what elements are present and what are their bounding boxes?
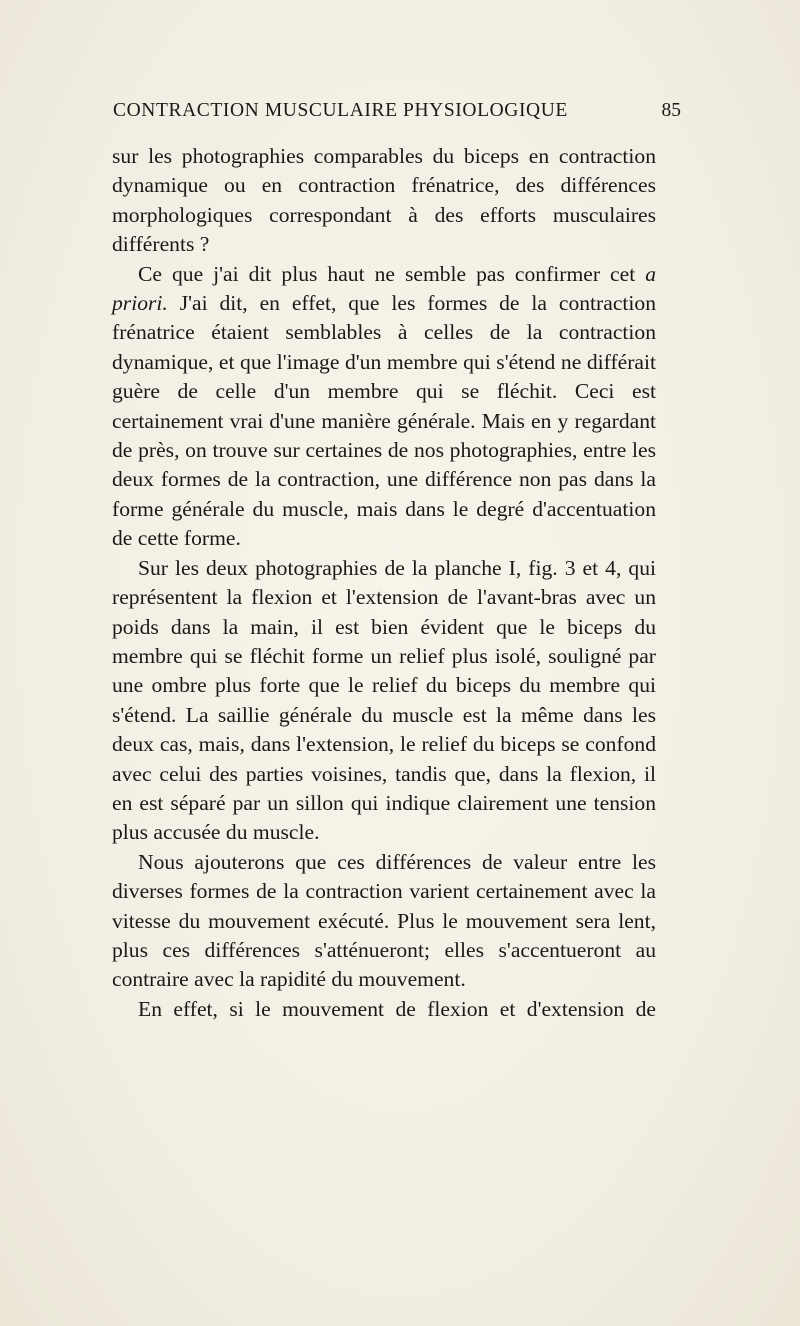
- body-text: [112, 142, 656, 1024]
- paragraph-2-start: Ce que j'ai dit plus haut ne semble pas confirmer cet: [138, 261, 646, 286]
- page-number: 85: [661, 100, 681, 121]
- paragraph-3: Sur les deux photographies de la planche I, fig. 3 et 4, qui représentent la flexion et l'extension de l'avant-bras avec un poids dans la main, il est bien évident que le biceps du membre qui se fléchit forme un relief plus isolé, souligné par une ombre plus forte que le relief du biceps du membre qui s'étend. La saillie générale du muscle est la même dans les deux cas, mais, dans l'extension, le relief du biceps se confond avec celui des parties voisines, tandis que, dans la flexion, il en est séparé par un sillon qui indique clairement une tension plus accusée du muscle.: [112, 555, 656, 845]
- paragraph-2-rest: J'ai dit, en effet, que les formes de la contraction frénatrice étaient semblables à celles de la contraction dynamique, et que l'image d'un membre qui s'étend ne différait guère de celle d'un membre qui se fléchit. Ceci est certainement vrai d'une manière générale. Mais en y regardant de près, on trouve sur certaines de nos photographies, entre les deux formes de la contraction, une différence non pas dans la forme générale du muscle, mais dans le degré d'accentuation de cette forme.: [112, 291, 656, 551]
- paragraph-1: sur les photographies comparables du biceps en contraction dynamique ou en contraction frénatrice, des différences morphologiques correspondant à des efforts musculaires différents ?: [112, 144, 656, 257]
- running-title: CONTRACTION MUSCULAIRE PHYSIOLOGIQUE: [113, 100, 568, 121]
- running-head: [113, 100, 681, 122]
- paragraph-2: [112, 260, 656, 554]
- paragraph-4: Nous ajouterons que ces différences de valeur entre les diverses formes de la contraction varient certainement avec la vitesse du mouvement exécuté. Plus le mouvement sera lent, plus ces différences s'atténueront; elles s'accentueront au contraire avec la rapidité du mouvement.: [112, 849, 656, 992]
- paragraph-5: En effet, si le mouvement de flexion et d'extension de: [138, 996, 656, 1021]
- italic-phrase: a priori.: [112, 261, 656, 316]
